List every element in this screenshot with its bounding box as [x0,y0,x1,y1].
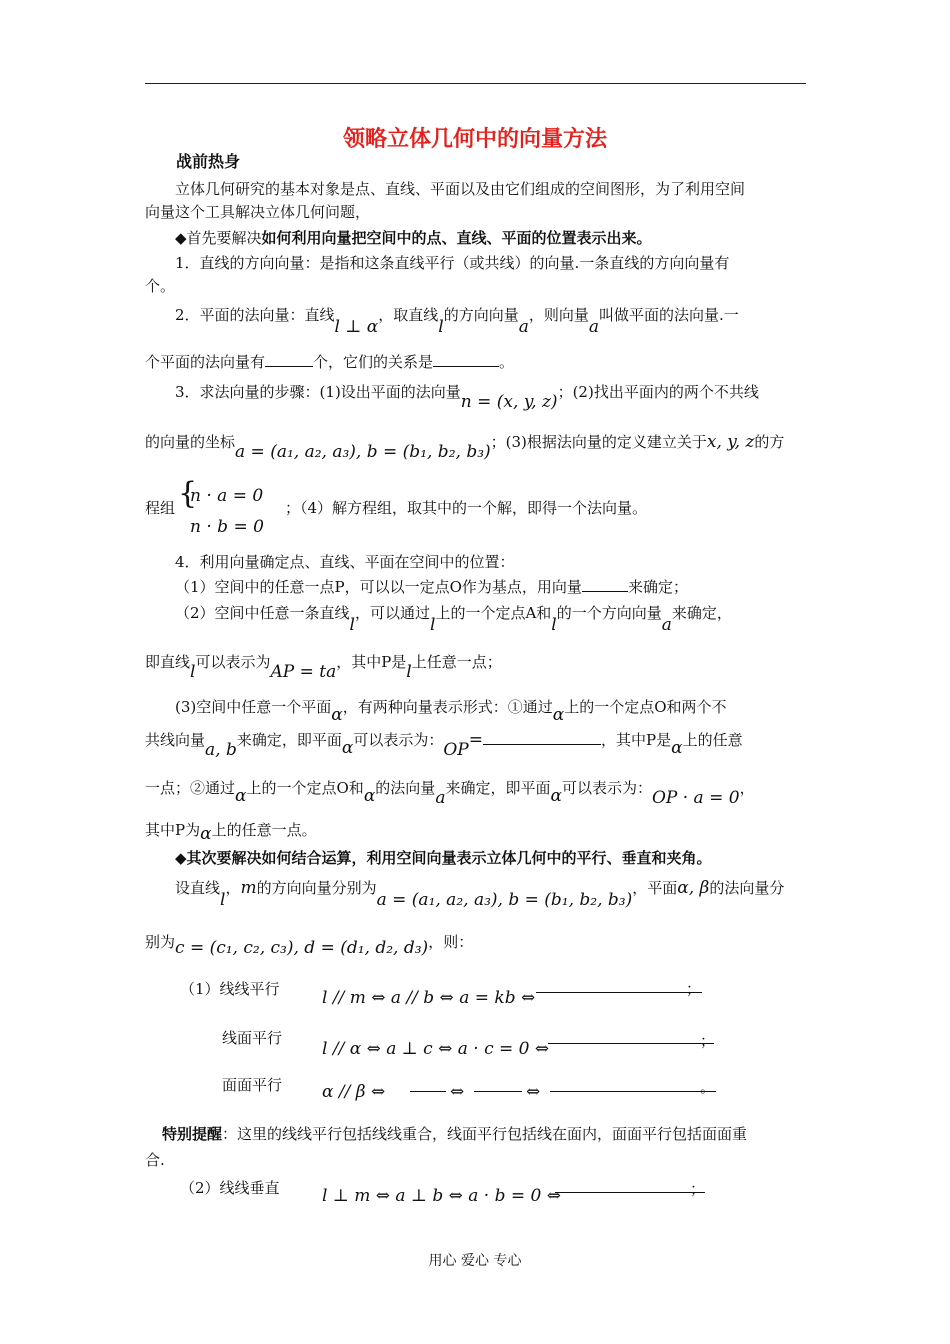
text: 的法向量分 [709,879,785,897]
item4-p1 [175,577,840,597]
item4-p3-line3 [145,778,810,808]
answer-blank[interactable] [555,1172,705,1193]
note-label: 特别提醒 [162,1125,223,1143]
text: 一点；②通过 [145,779,236,797]
intro-line-1: 立体几何研究的基本对象是点、直线、平面以及由它们组成的空间图形，为了利用空间 [175,180,746,198]
setup-line-2 [145,932,810,958]
text: 来确定； [627,578,688,596]
text: 叫做平面的法向量.一 [599,306,739,324]
text: ，其中P是 [336,653,407,671]
math-vector: OP [443,740,469,760]
answer-blank[interactable] [582,591,628,592]
text: 上的一个定点A和 [435,604,552,622]
text: 来确定，即平面 [236,731,342,749]
text: 可以表示为： [561,779,652,797]
text: 别为 [145,933,176,951]
text: 来确定，即平面 [445,779,551,797]
math-expr: α [552,705,565,725]
brace: { [178,476,198,511]
text: （1）空间中的任意一点P，可以以一定点O作为基点，用向量 [175,578,582,596]
answer-blank[interactable] [483,744,601,745]
item4-p3-line4 [145,820,810,844]
math-expr: l [551,615,557,635]
text: (3)空间中任意一个平面 [175,698,332,716]
math-expr: α [671,738,683,758]
item4-p2-line1 [175,603,840,635]
text: 个平面的法向量有 [145,353,266,371]
text: 的方向向量分别为 [256,879,377,897]
text: 3．求法向量的步骤：(1)设出平面的法向量 [175,383,461,401]
text: ， [225,879,241,897]
answer-blank[interactable] [433,366,499,367]
intro-line-2: 向量这个工具解决立体几何问题， [145,203,371,221]
equation-1: n · a = 0 [190,486,264,506]
text: 可以表示为： [353,731,444,749]
math-expr: l ⊥ α [334,317,379,337]
math-vector: a [588,317,600,337]
item1-line-1: 1．直线的方向向量：是指和这条直线平行（或共线）的向量.一条直线的方向向量有 [175,254,730,272]
formula-plane-plane-parallel-a: α // β ⇔ [322,1082,386,1102]
item2-line-2 [145,352,810,372]
math-expr: l [438,317,444,337]
text: ，则： [428,933,474,951]
period: 。 [700,1078,716,1096]
math-expr: x, y, z [706,432,755,452]
answer-blank[interactable] [410,1071,446,1092]
text: （2）空间中任意一条直线 [175,604,350,622]
page-footer: 用心 爱心 专心 [428,1253,522,1269]
second-task: ◆其次要解决如何结合运算，利用空间向量表示立体几何中的平行、垂直和夹角。 [175,849,712,867]
math-expr: α [550,786,562,806]
formula-line-line-perp: l ⊥ m ⇔ a ⊥ b ⇔ a · b = 0 ⇔ [322,1186,562,1206]
semicolon: ； [700,1032,716,1050]
equals: = [468,730,483,750]
text: ；(2)找出平面内的两个不共线 [557,383,759,401]
math-expr: AP = ta [270,662,337,682]
label-line-line-parallel: （1）线线平行 [180,980,280,998]
math-expr: l [406,662,412,682]
math-vector: a [518,317,529,337]
answer-blank[interactable] [536,972,702,993]
text: 可以表示为 [195,653,271,671]
page-title: 领略立体几何中的向量方法 [342,127,607,152]
text: 上的任意 [682,731,743,749]
text: 程组 [145,499,176,517]
item3-line-1 [175,382,840,412]
text: ，有两种向量表示形式：①通过 [342,698,553,716]
text: 上的一个定点O和两个不 [564,698,727,716]
iff-symbol: ⇔ [450,1082,465,1102]
text: 的法向量 [375,779,436,797]
equation-2: n · b = 0 [190,517,264,537]
item2-line-1 [175,305,840,337]
text: 上的一个定点O和 [246,779,364,797]
formula-line-line-parallel: l // m ⇔ a // b ⇔ a = kb ⇔ [322,988,536,1008]
answer-blank[interactable] [474,1071,522,1092]
text: 的方 [754,433,785,451]
math-expr: α, β [677,878,710,898]
item4-p2-line2 [145,652,810,682]
answer-blank[interactable] [550,1071,716,1092]
math-expr: l [190,662,196,682]
text: 来确定， [671,604,732,622]
first-task [175,228,840,248]
text: 即直线 [145,653,191,671]
text: 的一个方向向量 [556,604,662,622]
label-plane-plane-parallel: 面面平行 [222,1076,283,1094]
math-expr: a = (a₁, a₂, a₃), b = (b₁, b₂, b₃) [235,442,491,462]
text: 的向量的坐标 [145,433,236,451]
math-expr: α [331,705,343,725]
item4-p3-line1 [175,697,840,725]
text: 设直线 [175,879,221,897]
text: 2．平面的法向量：直线 [175,306,335,324]
item1-line-2: 个。 [145,277,176,295]
math-expr: l [349,615,355,635]
text: ，则向量 [528,306,589,324]
iff-symbol: ⇔ [526,1082,541,1102]
formula-line-plane-parallel: l // α ⇔ a ⊥ c ⇔ a · c = 0 ⇔ [322,1039,550,1059]
text: ，取直线 [378,306,439,324]
math-expr: n = (x, y, z) [460,392,558,412]
label-line-plane-parallel: 线面平行 [222,1029,283,1047]
math-expr: α [200,824,212,844]
text: ， [739,779,755,797]
text: 个，它们的关系是 [313,353,434,371]
text: ，可以通过 [354,604,430,622]
text: ；（4）解方程组，取其中的一个解，即得一个法向量。 [285,499,648,517]
text: 其中P为 [145,821,201,839]
section-heading: 战前热身 [176,152,241,171]
item4-p3-line2 [145,730,810,760]
semicolon: ； [686,980,702,998]
math-vector: a [435,788,446,808]
math-expr: l [220,890,226,910]
text: ，平面 [632,879,678,897]
semicolon: ； [690,1180,706,1198]
item3-line-2 [145,432,810,462]
note-text: ：这里的线线平行包括线线重合，线面平行包括线在面内，面面平行包括面面重 [222,1125,748,1143]
text: 上的任意一点。 [211,821,317,839]
math-expr: α [235,786,247,806]
text: 上任意一点； [411,653,502,671]
header-rule [145,83,806,84]
math-expr: c = (c₁, c₂, c₃), d = (d₁, d₂, d₃) [175,938,429,958]
math-expr: α [363,786,376,806]
task-bullet: ◆首先要解决 [175,229,262,247]
task-text: 如何利用向量把空间中的点、直线、平面的位置表示出来。 [261,229,652,247]
math-expr: m [240,878,257,898]
setup-line-1 [175,878,840,910]
math-expr: α [341,738,354,758]
answer-blank[interactable] [265,366,313,367]
note-line-2: 合. [145,1151,165,1169]
text: 的方向向量 [443,306,519,324]
label-line-line-perp: （2）线线垂直 [180,1179,280,1197]
text: 。 [499,353,515,371]
math-expr: a = (a₁, a₂, a₃), b = (b₁, b₂, b₃) [376,890,633,910]
note-line-1 [162,1124,827,1144]
text: ，其中P是 [601,731,672,749]
math-vector: a [661,615,672,635]
math-expr: l [430,615,436,635]
text: 共线向量 [145,731,206,749]
text: ；(3)根据法向量的定义建立关于 [490,433,707,451]
item4-head: 4．利用向量确定点、直线、平面在空间中的位置： [175,553,515,571]
math-expr: OP · a = 0 [651,788,740,808]
math-vector: a, b [205,740,237,760]
answer-blank[interactable] [548,1023,714,1044]
